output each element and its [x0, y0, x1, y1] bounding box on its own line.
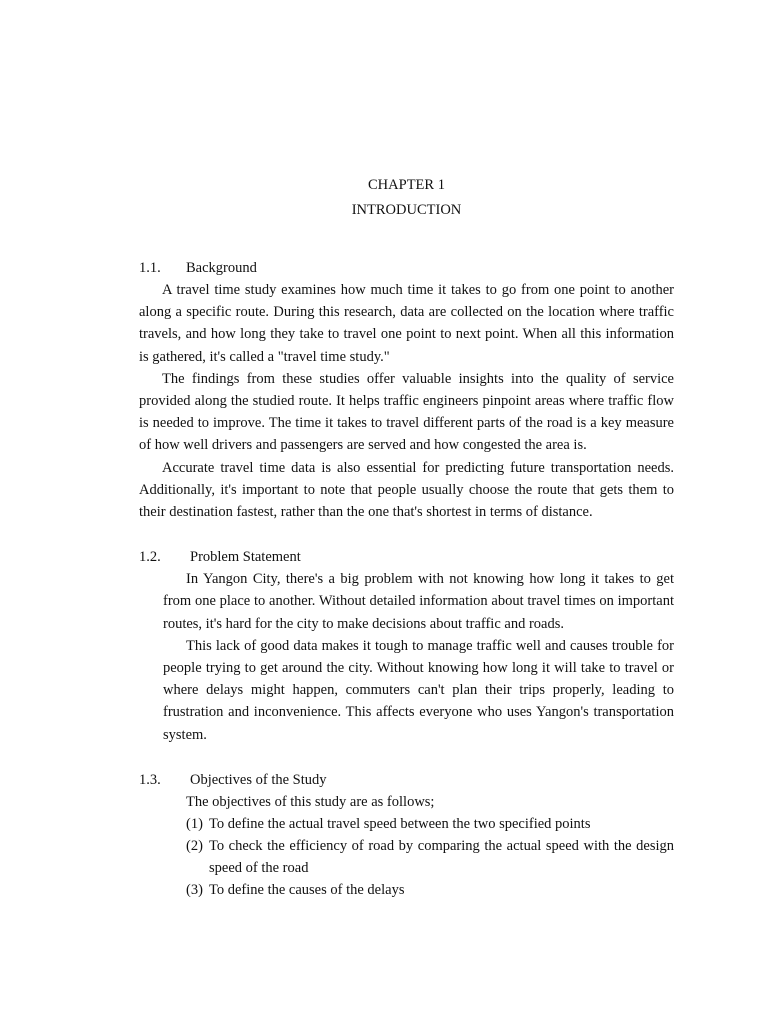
section-number: 1.3. — [139, 771, 161, 788]
section-title: Objectives of the Study — [190, 771, 327, 788]
list-item — [186, 813, 674, 835]
paragraph: This lack of good data makes it tough to manage traffic well and causes trouble for people trying to get around the city. Without knowing how long it will take to travel or where delays might happen, commuters can't plan their trips properly, leading to frustration and inconvenience. This affects everyone who uses Yangon's transportation system. — [163, 637, 674, 743]
objectives-intro: The objectives of this study are as follows; — [186, 793, 435, 810]
list-marker: (3) — [186, 881, 203, 898]
chapter-label: CHAPTER 1 — [368, 177, 445, 193]
list-item — [186, 835, 674, 879]
list-item-text: To define the causes of the delays — [209, 881, 405, 898]
problem-body — [139, 568, 674, 746]
list-item-text: To define the actual travel speed between the two specified points — [209, 815, 591, 832]
section-title: Background — [186, 260, 257, 276]
section-objectives — [139, 769, 674, 901]
section-title: Problem Statement — [190, 549, 301, 566]
paragraph: Accurate travel time data is also essential for predicting future transportation needs. Additionally, it's important to note that people usually choose the route that gets them to their destination fastest, rather than the one that's shortest in terms of distance. — [139, 459, 674, 521]
section-number: 1.1. — [139, 260, 161, 276]
list-item — [186, 879, 674, 901]
paragraph: The findings from these studies offer valuable insights into the quality of service provided along the studied route. It helps traffic engineers pinpoint areas where traffic flow is needed to improve. The time it takes to travel different parts of the road is a key measure of how well drivers and passengers are served and how congested the area is. — [139, 370, 674, 454]
document-page — [139, 174, 674, 901]
section-heading-problem-statement — [139, 546, 674, 568]
list-item-text: To check the efficiency of road by comparing the actual speed with the design speed of the road — [209, 837, 674, 876]
section-heading-objectives — [139, 769, 674, 791]
section-number: 1.2. — [139, 549, 161, 566]
objectives-list — [139, 813, 674, 901]
list-marker: (1) — [186, 815, 203, 832]
paragraph: In Yangon City, there's a big problem with not knowing how long it takes to get from one place to another. Without detailed information about travel times on important routes, it's hard for the city to make decisions about traffic and roads. — [163, 571, 674, 632]
chapter-title: INTRODUCTION — [351, 202, 462, 218]
paragraph: A travel time study examines how much time it takes to go from one point to another along a specific route. During this research, data are collected on the location where traffic travels, and how long they take to travel one point to next point. When all this information is gathered, it's called a "travel time study." — [139, 282, 674, 365]
section-problem-statement — [139, 546, 674, 746]
section-background — [139, 257, 674, 523]
section-heading-background — [139, 257, 674, 279]
list-marker: (2) — [186, 837, 203, 854]
